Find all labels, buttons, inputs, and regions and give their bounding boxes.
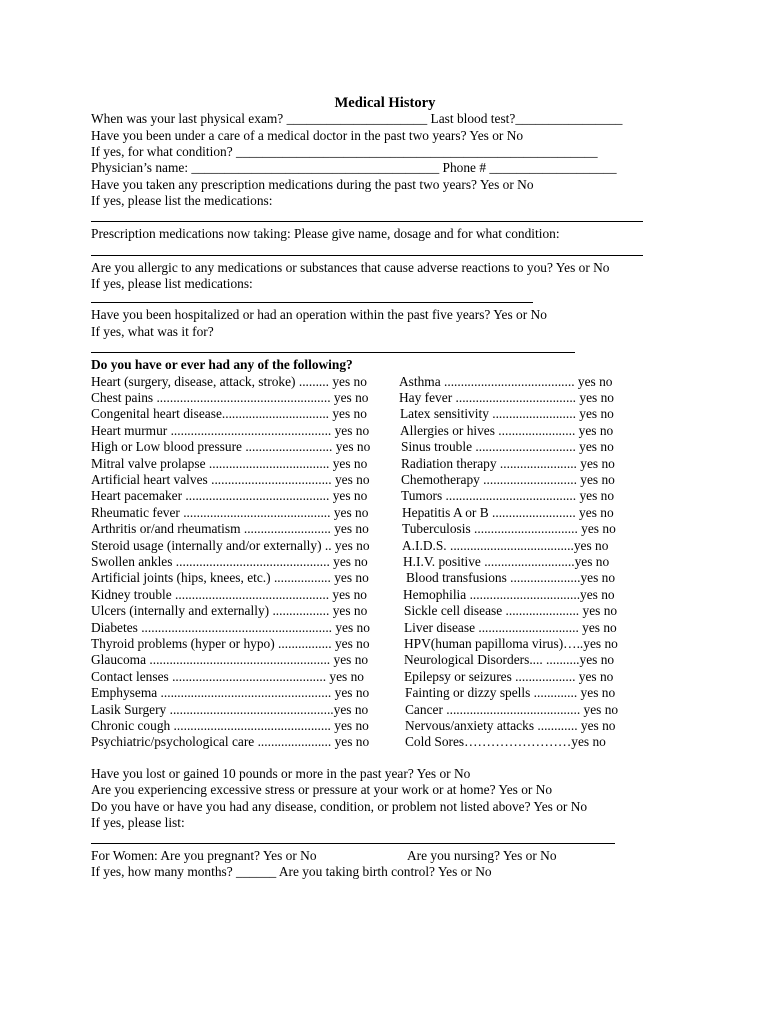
condition-right-item[interactable]: A.I.D.S. .....................................yes no	[402, 537, 609, 553]
last-physical-exam-line[interactable]: When was your last physical exam? _____________________ Last blood test?________________	[91, 111, 623, 126]
condition-left-item[interactable]: Congenital heart disease................................ yes no	[91, 406, 367, 422]
condition-line[interactable]: If yes, for what condition? ______________________________________________________	[91, 144, 598, 159]
condition-right-item[interactable]: Fainting or dizzy spells ............. yes no	[405, 685, 616, 701]
condition-right-item[interactable]: Asthma ....................................... yes no	[399, 373, 613, 389]
medications-answer-line[interactable]	[91, 221, 643, 222]
condition-right-item[interactable]: Cold Sores……………………yes no	[405, 734, 606, 750]
condition-right-item[interactable]: Epilepsy or seizures .................. yes no	[404, 668, 614, 684]
nursing-question[interactable]: Are you nursing? Yes or No	[407, 848, 557, 863]
condition-left-item[interactable]: Heart pacemaker ........................................... yes no	[91, 488, 368, 504]
condition-left-item[interactable]: Heart murmur ................................................ yes no	[91, 422, 370, 438]
prescription-question[interactable]: Have you taken any prescription medications during the past two years? Yes or No	[91, 177, 534, 192]
what-was-it-for-label: If yes, what was it for?	[91, 324, 214, 339]
other-condition-answer-line[interactable]	[91, 843, 615, 844]
birth-control-question[interactable]: If yes, how many months? ______ Are you taking birth control? Yes or No	[91, 864, 492, 879]
allergic-question[interactable]: Are you allergic to any medications or substances that cause adverse reactions to you? Yes or No	[91, 260, 610, 275]
condition-right-item[interactable]: Cancer ........................................ yes no	[405, 701, 619, 717]
condition-right-item[interactable]: Neurological Disorders.... ..........yes no	[404, 652, 615, 668]
condition-left-item[interactable]: Artificial heart valves .................................... yes no	[91, 471, 370, 487]
condition-right-item[interactable]: Hepatitis A or B ......................... yes no	[402, 504, 614, 520]
list-medications-label-2: If yes, please list medications:	[91, 276, 253, 291]
condition-left-item[interactable]: Lasik Surgery .................................................yes no	[91, 701, 369, 717]
condition-right-item[interactable]: Chemotherapy ............................ yes no	[401, 471, 615, 487]
stress-question[interactable]: Are you experiencing excessive stress or pressure at your work or at home? Yes or No	[91, 782, 553, 797]
other-condition-question[interactable]: Do you have or have you had any disease, condition, or problem not listed above? Yes or No	[91, 799, 588, 814]
medical-doctor-question[interactable]: Have you been under a care of a medical doctor in the past two years? Yes or No	[91, 128, 524, 143]
condition-left-item[interactable]: Swollen ankles .............................................. yes no	[91, 553, 368, 569]
condition-right-item[interactable]: Hay fever .................................... yes no	[399, 389, 614, 405]
condition-right-item[interactable]: Hemophilia .................................yes no	[403, 586, 615, 602]
condition-right-item[interactable]: Liver disease .............................. yes no	[404, 619, 617, 635]
condition-right-item[interactable]: Sickle cell disease ...................... yes no	[404, 603, 618, 619]
condition-left-item[interactable]: Chest pains .................................................... yes no	[91, 389, 369, 405]
condition-left-item[interactable]: Diabetes ......................................................... yes no	[91, 619, 370, 635]
condition-left-item[interactable]: Steroid usage (internally and/or externally) .. yes no	[91, 537, 370, 553]
condition-right-item[interactable]: HPV(human papilloma virus)…..yes no	[404, 635, 618, 651]
pregnant-question[interactable]: For Women: Are you pregnant? Yes or No	[91, 848, 317, 863]
condition-right-item[interactable]: Nervous/anxiety attacks ............ yes no	[405, 717, 616, 733]
condition-right-item[interactable]: Latex sensitivity ......................... yes no	[400, 406, 614, 422]
condition-left-item[interactable]: Arthritis or/and rheumatism .......................... yes no	[91, 521, 369, 537]
condition-left-item[interactable]: Chronic cough ............................................... yes no	[91, 717, 369, 733]
condition-left-item[interactable]: Kidney trouble .............................................. yes no	[91, 586, 367, 602]
list-medications-label: If yes, please list the medications:	[91, 193, 273, 208]
condition-left-item[interactable]: Mitral valve prolapse .................................... yes no	[91, 455, 368, 471]
condition-left-item[interactable]: Ulcers (internally and externally) ................. yes no	[91, 603, 368, 619]
condition-right-item[interactable]: Tuberculosis ............................... yes no	[402, 521, 616, 537]
weight-change-question[interactable]: Have you lost or gained 10 pounds or more in the past year? Yes or No	[91, 766, 471, 781]
hospitalization-answer-line[interactable]	[91, 352, 575, 353]
condition-right-item[interactable]: H.I.V. positive ...........................yes no	[403, 553, 610, 569]
condition-left-item[interactable]: High or Low blood pressure .......................... yes no	[91, 439, 371, 455]
condition-right-item[interactable]: Sinus trouble .............................. yes no	[401, 439, 614, 455]
now-taking-label: Prescription medications now taking: Please give name, dosage and for what condition:	[91, 226, 560, 241]
condition-left-item[interactable]: Emphysema ................................................... yes no	[91, 685, 370, 701]
page-title: Medical History	[334, 95, 436, 111]
hospitalized-question[interactable]: Have you been hospitalized or had an operation within the past five years? Yes or No	[91, 307, 547, 322]
condition-left-item[interactable]: Rheumatic fever ............................................ yes no	[91, 504, 369, 520]
condition-right-item[interactable]: Tumors ....................................... yes no	[401, 488, 615, 504]
condition-left-item[interactable]: Artificial joints (hips, knees, etc.) ................. yes no	[91, 570, 369, 586]
conditions-heading: Do you have or ever had any of the following?	[91, 357, 353, 372]
condition-left-item[interactable]: Glaucoma ...................................................... yes no	[91, 652, 369, 668]
please-list-label: If yes, please list:	[91, 815, 185, 830]
allergies-answer-line[interactable]	[91, 302, 533, 303]
condition-right-item[interactable]: Allergies or hives ....................... yes no	[400, 422, 614, 438]
condition-left-item[interactable]: Heart (surgery, disease, attack, stroke) ......... yes no	[91, 373, 367, 389]
condition-left-item[interactable]: Contact lenses .............................................. yes no	[91, 668, 364, 684]
now-taking-answer-line[interactable]	[91, 255, 643, 256]
condition-right-item[interactable]: Blood transfusions .....................yes no	[406, 570, 616, 586]
condition-right-item[interactable]: Radiation therapy ....................... yes no	[401, 455, 615, 471]
condition-left-item[interactable]: Psychiatric/psychological care ...................... yes no	[91, 734, 370, 750]
physician-name-line[interactable]: Physician’s name: _____________________________________ Phone # ___________________	[91, 160, 617, 175]
condition-left-item[interactable]: Thyroid problems (hyper or hypo) ................ yes no	[91, 635, 370, 651]
